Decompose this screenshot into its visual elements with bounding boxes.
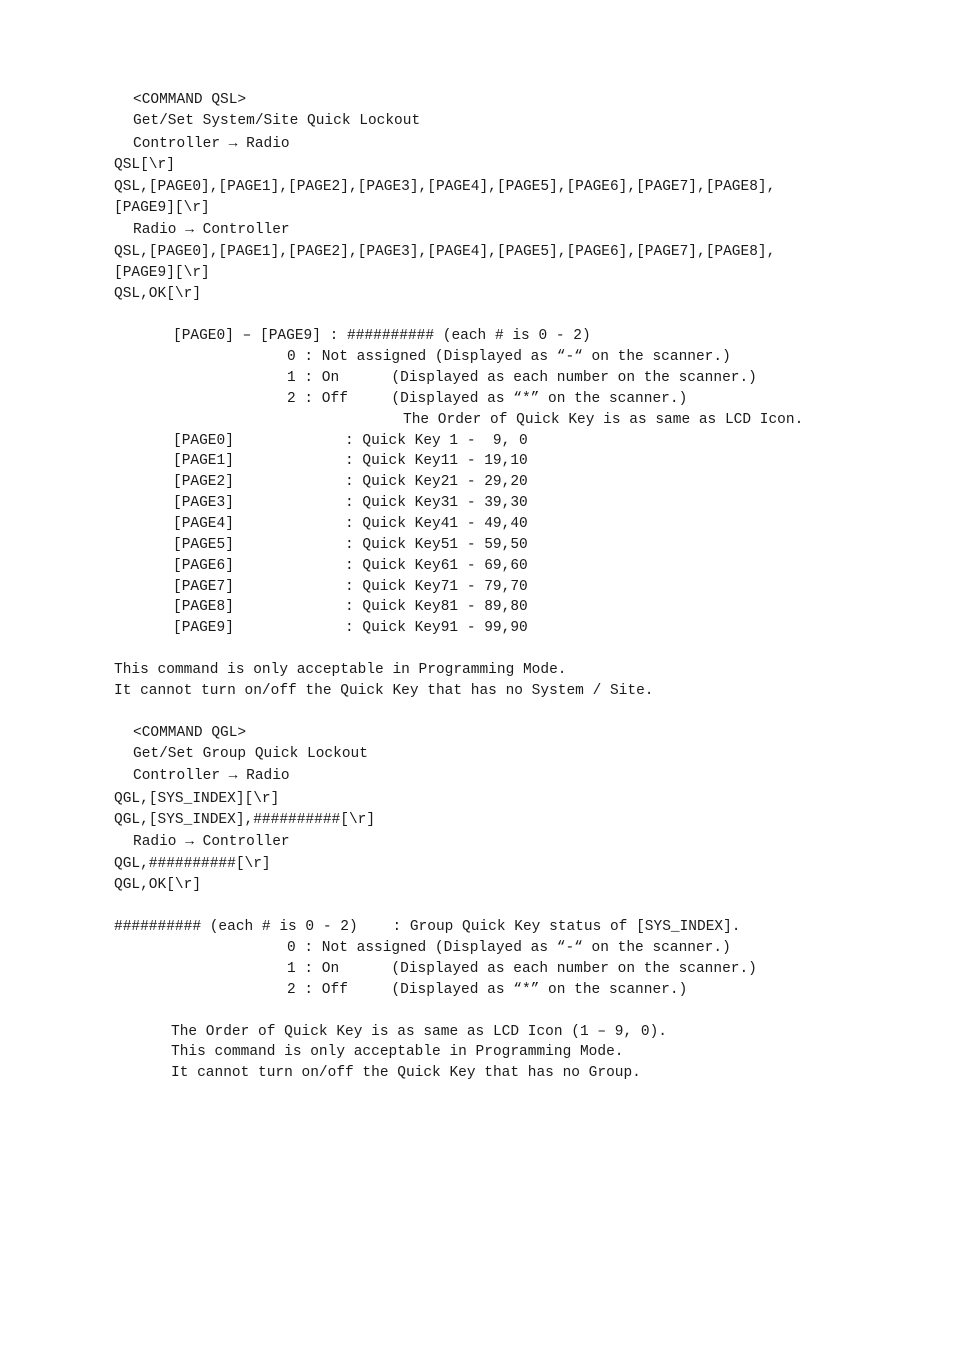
- qgl-direction-controller-radio: Controller → Radio: [133, 768, 290, 784]
- qsl-page-label: [PAGE2]: [173, 474, 234, 490]
- qsl-page-keys: : Quick Key41 - 49,40: [345, 516, 528, 532]
- qsl-page-keys: : Quick Key61 - 69,60: [345, 558, 528, 574]
- qsl-set-command-line1: QSL,[PAGE0],[PAGE1],[PAGE2],[PAGE3],[PAGE4],[PAGE5],[PAGE6],[PAGE7],[PAGE8],: [114, 179, 776, 195]
- qgl-set-command: QGL,[SYS_INDEX],##########[\r]: [114, 812, 376, 828]
- qsl-value-2: 2 : Off (Displayed as “*” on the scanner.): [287, 391, 688, 407]
- qsl-page-keys: : Quick Key81 - 89,80: [345, 599, 528, 615]
- qsl-page-keys: : Quick Key91 - 99,90: [345, 620, 528, 636]
- qgl-order-note: The Order of Quick Key is as same as LCD Icon (1 – 9, 0).: [171, 1024, 667, 1040]
- qsl-page-label: [PAGE5]: [173, 537, 234, 553]
- qgl-response: QGL,##########[\r]: [114, 856, 271, 872]
- qsl-order-note: The Order of Quick Key is as same as LCD Icon.: [403, 412, 804, 428]
- qsl-response-line1: QSL,[PAGE0],[PAGE1],[PAGE2],[PAGE3],[PAGE4],[PAGE5],[PAGE6],[PAGE7],[PAGE8],: [114, 244, 776, 260]
- qsl-page-label: [PAGE1]: [173, 453, 234, 469]
- qsl-page-label: [PAGE7]: [173, 579, 234, 595]
- qgl-note-no-group: It cannot turn on/off the Quick Key that has no Group.: [171, 1065, 641, 1081]
- qsl-page-label: [PAGE9]: [173, 620, 234, 636]
- qsl-get-command: QSL[\r]: [114, 157, 175, 173]
- qsl-parameter-definition: [PAGE0] – [PAGE9] : ########## (each # is 0 - 2): [173, 328, 591, 344]
- qsl-note-programming-mode: This command is only acceptable in Programming Mode.: [114, 662, 567, 678]
- qgl-value-1: 1 : On (Displayed as each number on the scanner.): [287, 961, 757, 977]
- qgl-response-ok: QGL,OK[\r]: [114, 877, 202, 893]
- qsl-page-keys: : Quick Key31 - 39,30: [345, 495, 528, 511]
- qgl-command-header: <COMMAND QGL>: [133, 725, 247, 741]
- qsl-title: Get/Set System/Site Quick Lockout: [133, 113, 421, 129]
- qsl-value-0: 0 : Not assigned (Displayed as “-“ on the scanner.): [287, 349, 731, 365]
- qsl-command-header: <COMMAND QSL>: [133, 92, 247, 108]
- qsl-set-command-line2: [PAGE9][\r]: [114, 200, 210, 216]
- qsl-page-keys: : Quick Key 1 - 9, 0: [345, 433, 528, 449]
- qsl-value-1: 1 : On (Displayed as each number on the scanner.): [287, 370, 757, 386]
- qsl-page-label: [PAGE8]: [173, 599, 234, 615]
- qsl-direction-radio-controller: Radio → Controller: [133, 222, 290, 238]
- qgl-get-command: QGL,[SYS_INDEX][\r]: [114, 791, 280, 807]
- qsl-page-keys: : Quick Key51 - 59,50: [345, 537, 528, 553]
- qgl-direction-radio-controller: Radio → Controller: [133, 834, 290, 850]
- qsl-page-label: [PAGE6]: [173, 558, 234, 574]
- qgl-parameter-definition: ########## (each # is 0 - 2) : Group Quick Key status of [SYS_INDEX].: [114, 919, 741, 935]
- qsl-page-label: [PAGE4]: [173, 516, 234, 532]
- qsl-page-keys: : Quick Key71 - 79,70: [345, 579, 528, 595]
- qsl-page-label: [PAGE3]: [173, 495, 234, 511]
- qsl-direction-controller-radio: Controller → Radio: [133, 136, 290, 152]
- qsl-response-ok: QSL,OK[\r]: [114, 286, 202, 302]
- qsl-response-line2: [PAGE9][\r]: [114, 265, 210, 281]
- qgl-note-programming-mode: This command is only acceptable in Programming Mode.: [171, 1044, 624, 1060]
- qgl-value-0: 0 : Not assigned (Displayed as “-“ on the scanner.): [287, 940, 731, 956]
- qgl-value-2: 2 : Off (Displayed as “*” on the scanner.): [287, 982, 688, 998]
- qsl-note-no-system-site: It cannot turn on/off the Quick Key that has no System / Site.: [114, 683, 654, 699]
- qsl-page-keys: : Quick Key21 - 29,20: [345, 474, 528, 490]
- qsl-page-keys: : Quick Key11 - 19,10: [345, 453, 528, 469]
- qsl-page-label: [PAGE0]: [173, 433, 234, 449]
- qgl-title: Get/Set Group Quick Lockout: [133, 746, 368, 762]
